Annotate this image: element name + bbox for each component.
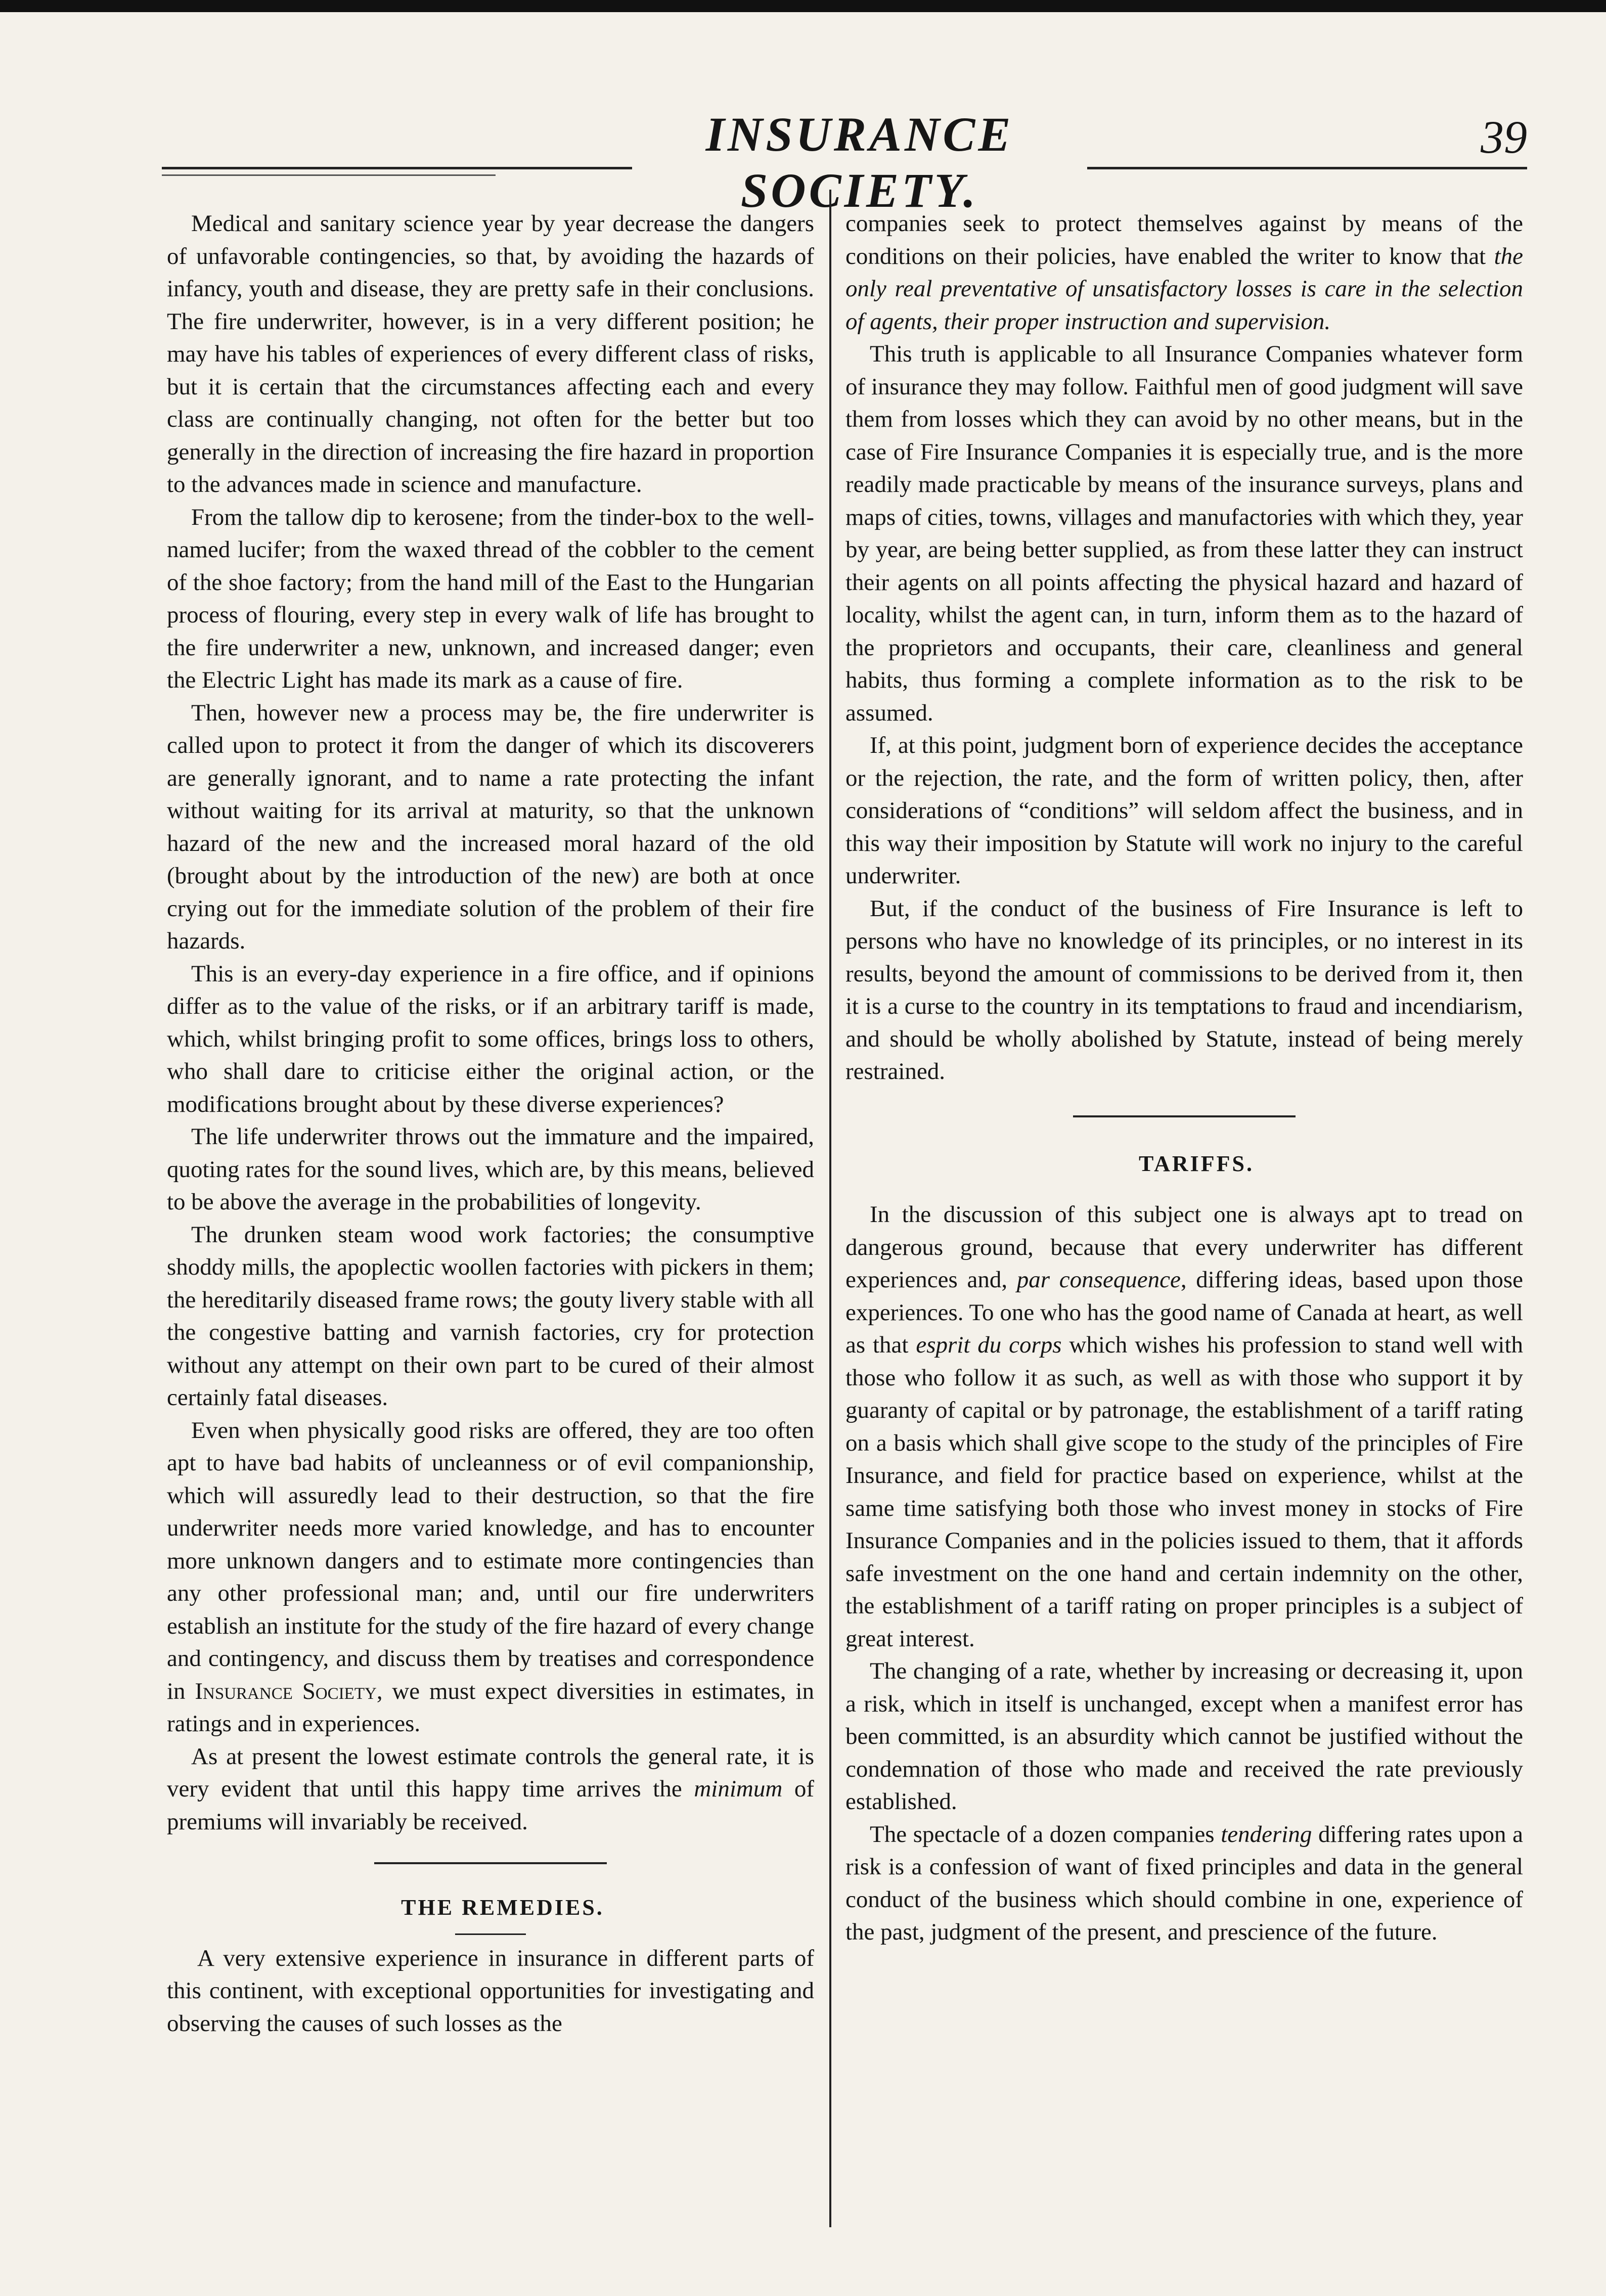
paragraph: But, if the conduct of the business of Fire Insurance is left to persons who have no knowledge of its principles, or no interest in its results, beyond the amount of commissions to be derived from it, then it is a curse to the country in its temptations to fraud and incendiarism, and should be wholly abolished by Statute, instead of being merely restrained. — [845, 895, 1523, 1085]
emphasis: esprit du corps — [916, 1332, 1062, 1358]
paragraph: The changing of a rate, whether by increasing or decreasing it, upon a risk, which in itself is unchanged, except when a manifest error has been committed, is an absurdity which cannot be justified without the condemnation of those who made and received the rate previously established. — [845, 1658, 1523, 1815]
text-span: , we must expect diversities in estimates, in ratings and in experiences. — [167, 1678, 814, 1737]
scan-top-edge — [0, 0, 1606, 12]
paragraph: From the tallow dip to kerosene; from the tinder-box to the well-named lucifer; from the waxed thread of the cobbler to the cement of the shoe factory; from the hand mill of the East to the Hungarian process of flouring, every step in every walk of life has brought to the fire underwriter a new, unknown, and increased danger; even the Electric Light has made its mark as a cause of fire. — [167, 504, 814, 693]
paragraph-continued — [845, 207, 1523, 338]
text-span: Even when physically good risks are offered, they are too often apt to have bad habits of uncleanness or of evil companionship, which will assuredly lead to their destruction, so that the fire underwriter needs more varied knowledge, and has to encounter more unknown dangers and to estimate more contingencies than any other professional man; and, until our fire underwriters establish an institute for the study of the fire hazard of every change and contingency, and discuss them by treatises and correspondence in — [167, 1417, 814, 1704]
paragraph — [167, 1740, 814, 1838]
paragraph: This is an every-day experience in a fire office, and if opinions differ as to the value of the risks, or if an arbitrary tariff is made, which, whilst bringing profit to some offices, brings loss to others, who shall dare to criticise either the original action, or the modifications brought about by these diverse experiences? — [167, 960, 814, 1117]
emphasis: minimum — [694, 1776, 783, 1802]
paragraph: A very extensive experience in insurance in different parts of this continent, with exceptional opportunities for investigating and observing the causes of such losses as the — [167, 1945, 814, 2037]
text-span: , differing ideas, based upon those experiences. To one who has the good name of Canada at heart, as well as that — [845, 1267, 1524, 1358]
journal-name: Insurance Society — [195, 1678, 377, 1704]
emphasis: the only real preventative of unsatisfactory losses is care in the selection of agents, their proper instruction and supervision. — [845, 243, 1524, 335]
section-rule — [374, 1862, 607, 1864]
section-heading-tariffs: TARIFFS. — [1139, 1151, 1254, 1176]
paragraph: If, at this point, judgment born of experience decides the acceptance or the rejection, the rate, and the form of written policy, then, after considerations of “conditions” will seldom affect the business, and in this way their imposition by Statute will work no injury to the careful underwriter. — [845, 732, 1523, 889]
text-span: As at present the lowest estimate controls the general rate, it is very evident that until this happy time arrives the — [167, 1743, 814, 1802]
emphasis: tendering — [1221, 1821, 1312, 1848]
text-span: of premiums will invariably be received. — [167, 1776, 814, 1835]
page-title: INSURANCE SOCIETY. — [705, 107, 1014, 217]
paragraph: The drunken steam wood work factories; the consumptive shoddy mills, the apoplectic woollen factories with pickers in them; the hereditarily diseased frame rows; the gouty livery stable with all the congestive batting and varnish factories, cry for protection without any attempt on their own part to be cured of their almost certainly fatal diseases. — [167, 1221, 814, 1411]
paragraph — [845, 1198, 1523, 1655]
page-header — [162, 106, 1527, 217]
header-rule-left-thin — [162, 174, 496, 176]
paragraph — [845, 1818, 1523, 1949]
text-span: which wishes his profession to stand well with those who follow it as such, as well as with those who support it by guaranty of capital or by patronage, the establishment of a tariff rating on a basis which shall give scope to the study of the principles of Fire Insurance, and field for practice based on experience, whilst at the same time satisfying both those who invest money in stocks of Fire Insurance Companies and in the policies issued to them, that it affords safe investment on the one hand and certain indemnity on the other, the establishment of a tariff rating on proper principles is a subject of great interest. — [845, 1332, 1524, 1652]
text-span: differing rates upon a risk is a confession of want of fixed principles and data in the general conduct of the business which should combine in one, experience of the past, judgment of the present, and prescience of the future. — [845, 1821, 1524, 1945]
right-column — [845, 207, 1523, 1949]
paragraph: Medical and sanitary science year by year decrease the dangers of unfavorable contingencies, so that, by avoiding the hazards of infancy, youth and disease, they are pretty safe in their conclusions. The fire underwriter, however, is in a very different position; he may have his tables of experiences of every different class of risks, but it is certain that the circumstances affecting each and every class are continually changing, not often for the better but too generally in the direction of increasing the fire hazard in proportion to the advances made in science and manufacture. — [167, 210, 814, 498]
left-column — [167, 207, 814, 2040]
header-rule-right — [1087, 167, 1527, 169]
section-subrule — [455, 1933, 526, 1935]
section-heading-remedies: THE REMEDIES. — [401, 1895, 604, 1920]
paragraph: The life underwriter throws out the immature and the impaired, quoting rates for the sound lives, which are, by this means, believed to be above the average in the probabilities of longevity. — [167, 1123, 814, 1215]
text-span: In the discussion of this subject one is always apt to tread on dangerous ground, because that every underwriter has different experiences and, — [845, 1201, 1523, 1293]
text-span: companies seek to protect themselves against by means of the conditions on their policies, have enabled the writer to know that — [845, 210, 1523, 269]
header-rule-left — [162, 167, 632, 169]
page-number: 39 — [1481, 111, 1527, 163]
section-rule — [1073, 1115, 1296, 1117]
paragraph: Then, however new a process may be, the fire underwriter is called upon to protect it from the danger of which its discoverers are generally ignorant, and to name a rate protecting the infant without waiting for its arrival at maturity, so that the unknown hazard of the new and the increased moral hazard of the old (brought about by the introduction of the new) are both at once crying out for the immediate solution of the problem of their fire hazards. — [167, 699, 814, 954]
paragraph: This truth is applicable to all Insurance Companies whatever form of insurance they may follow. Faithful men of good judgment will save them from losses which they can avoid by no other means, but in the case of Fire Insurance Companies it is especially true, and is the more readily made practicable by means of the insurance surveys, plans and maps of cities, towns, villages and manufactories with which they, year by year, are being better supplied, as from these latter they can instruct their agents on all points affecting the physical hazard and hazard of locality, whilst the agent can, in turn, inform them as to the hazard of the proprietors and occupants, their care, cleanliness and general habits, thus forming a complete information as to the risk to be assumed. — [845, 341, 1524, 726]
emphasis: par consequence — [1016, 1267, 1181, 1293]
column-divider — [829, 190, 831, 2227]
spacer — [845, 1180, 1523, 1183]
text-span: The spectacle of a dozen companies — [870, 1821, 1215, 1848]
paragraph — [167, 1414, 814, 1740]
